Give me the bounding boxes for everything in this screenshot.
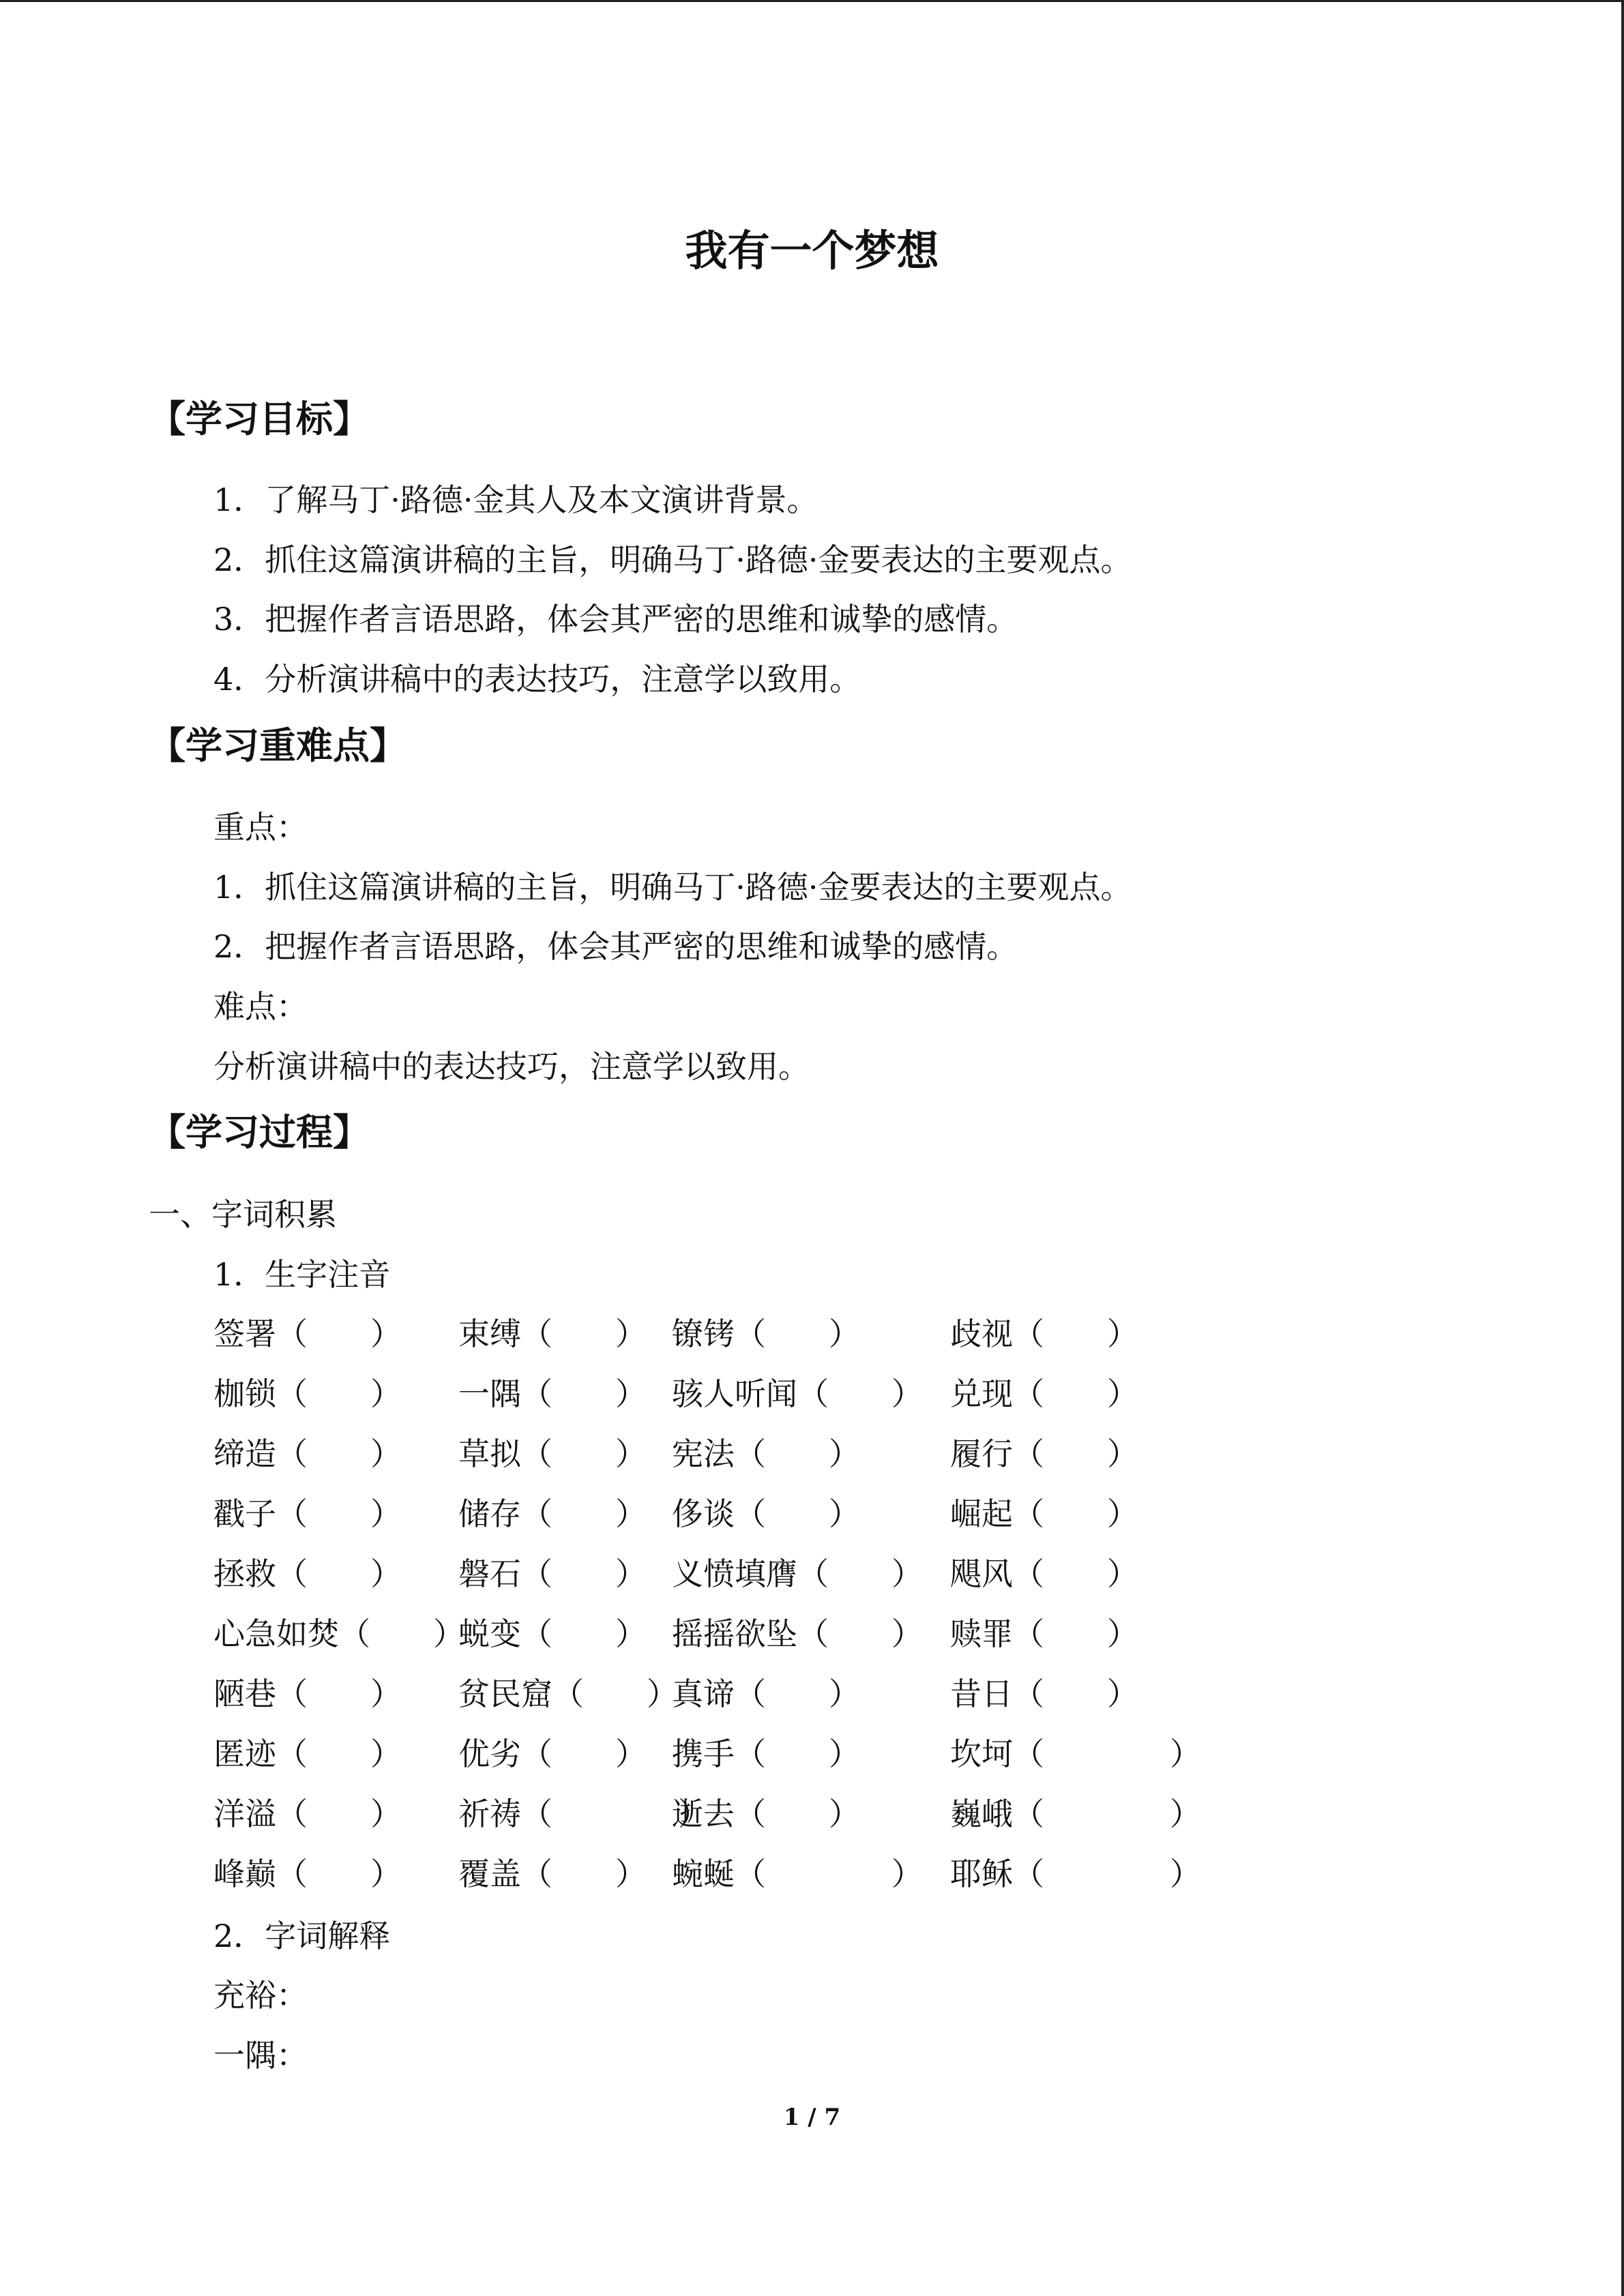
vocab-cell: 摇摇欲坠（ ）: [672, 1615, 923, 1652]
goal-item-4: 4．分析演讲稿中的表达技巧，注意学以致用。: [213, 661, 861, 698]
vocab-cell: 宪法（ ）: [672, 1435, 860, 1472]
vocab-cell: 蜿蜒（ ）: [672, 1855, 923, 1892]
vocab-cell: 镣铐（ ）: [672, 1315, 860, 1352]
vocab-cell: 祈祷（ ）: [458, 1795, 709, 1832]
vocab-cell: 蜕变（ ）: [458, 1615, 647, 1652]
vocab-cell: 磐石（ ）: [458, 1555, 647, 1592]
heading-learning-goals: 【学习目标】: [149, 397, 370, 441]
vocab-cell: 巍峨（ ）: [950, 1795, 1201, 1832]
key-label: 重点：: [213, 809, 308, 846]
goal-item-2: 2．抓住这篇演讲稿的主旨，明确马丁·路德·金要表达的主要观点。: [213, 541, 1132, 578]
vocab-cell: 义愤填膺（ ）: [672, 1555, 923, 1592]
vocab-cell: 逝去（ ）: [672, 1795, 860, 1832]
vocab-cell: 心急如焚（ ）: [213, 1615, 464, 1652]
key-item-2: 2．把握作者言语思路，体会其严密的思维和诚挚的感情。: [213, 928, 1018, 965]
vocab-cell: 昔日（ ）: [950, 1675, 1138, 1712]
vocab-cell: 耶稣（ ）: [950, 1855, 1201, 1892]
vocab-cell: 携手（ ）: [672, 1735, 860, 1772]
vocab-cell: 覆盖（ ）: [458, 1855, 647, 1892]
heading-learning-process: 【学习过程】: [149, 1110, 370, 1154]
document-title: 我有一个梦想: [685, 226, 939, 275]
vocab-cell: 崛起（ ）: [950, 1495, 1138, 1532]
vocab-cell: 峰巅（ ）: [213, 1855, 402, 1892]
vocab-cell: 履行（ ）: [950, 1435, 1138, 1472]
goal-item-1: 1．了解马丁·路德·金其人及本文演讲背景。: [213, 481, 818, 518]
vocab-cell: 坎坷（ ）: [950, 1735, 1201, 1772]
vocab-cell: 匿迹（ ）: [213, 1735, 402, 1772]
difficult-text: 分析演讲稿中的表达技巧，注意学以致用。: [213, 1048, 810, 1085]
vocab-cell: 飓风（ ）: [950, 1555, 1138, 1592]
page-top-border: [0, 0, 1624, 2]
heading-key-difficult-points: 【学习重难点】: [149, 724, 407, 767]
key-item-1: 1．抓住这篇演讲稿的主旨，明确马丁·路德·金要表达的主要观点。: [213, 869, 1132, 906]
vocab-cell: 草拟（ ）: [458, 1435, 647, 1472]
vocab-cell: 洋溢（ ）: [213, 1795, 402, 1832]
vocab-cell: 戳子（ ）: [213, 1495, 402, 1532]
vocab-cell: 一隅（ ）: [458, 1375, 647, 1412]
goal-item-3: 3．把握作者言语思路，体会其严密的思维和诚挚的感情。: [213, 601, 1018, 638]
definition-item-2: 一隅：: [213, 2037, 308, 2074]
part-vocabulary: 一、字词积累: [149, 1196, 337, 1233]
vocab-cell: 陋巷（ ）: [213, 1675, 402, 1712]
vocab-cell: 赎罪（ ）: [950, 1615, 1138, 1652]
vocab-cell: 歧视（ ）: [950, 1315, 1138, 1352]
sub-pronunciation: 1．生字注音: [213, 1256, 391, 1293]
vocab-cell: 真谛（ ）: [672, 1675, 860, 1712]
vocab-cell: 拯救（ ）: [213, 1555, 402, 1592]
vocab-cell: 骇人听闻（ ）: [672, 1375, 923, 1412]
vocab-cell: 储存（ ）: [458, 1495, 647, 1532]
sub-word-explanation: 2．字词解释: [213, 1918, 391, 1954]
page-right-border: [1621, 0, 1624, 2296]
vocab-cell: 缔造（ ）: [213, 1435, 402, 1472]
vocab-cell: 兑现（ ）: [950, 1375, 1138, 1412]
vocab-cell: 贫民窟（ ）: [458, 1675, 678, 1712]
vocab-cell: 优劣（ ）: [458, 1735, 647, 1772]
difficult-label: 难点：: [213, 988, 308, 1025]
vocab-cell: 侈谈（ ）: [672, 1495, 860, 1532]
vocab-cell: 签署（ ）: [213, 1315, 402, 1352]
definition-item-1: 充裕：: [213, 1977, 308, 2014]
vocab-cell: 束缚（ ）: [458, 1315, 647, 1352]
page-number: 1 / 7: [783, 2104, 841, 2131]
vocab-cell: 枷锁（ ）: [213, 1375, 402, 1412]
